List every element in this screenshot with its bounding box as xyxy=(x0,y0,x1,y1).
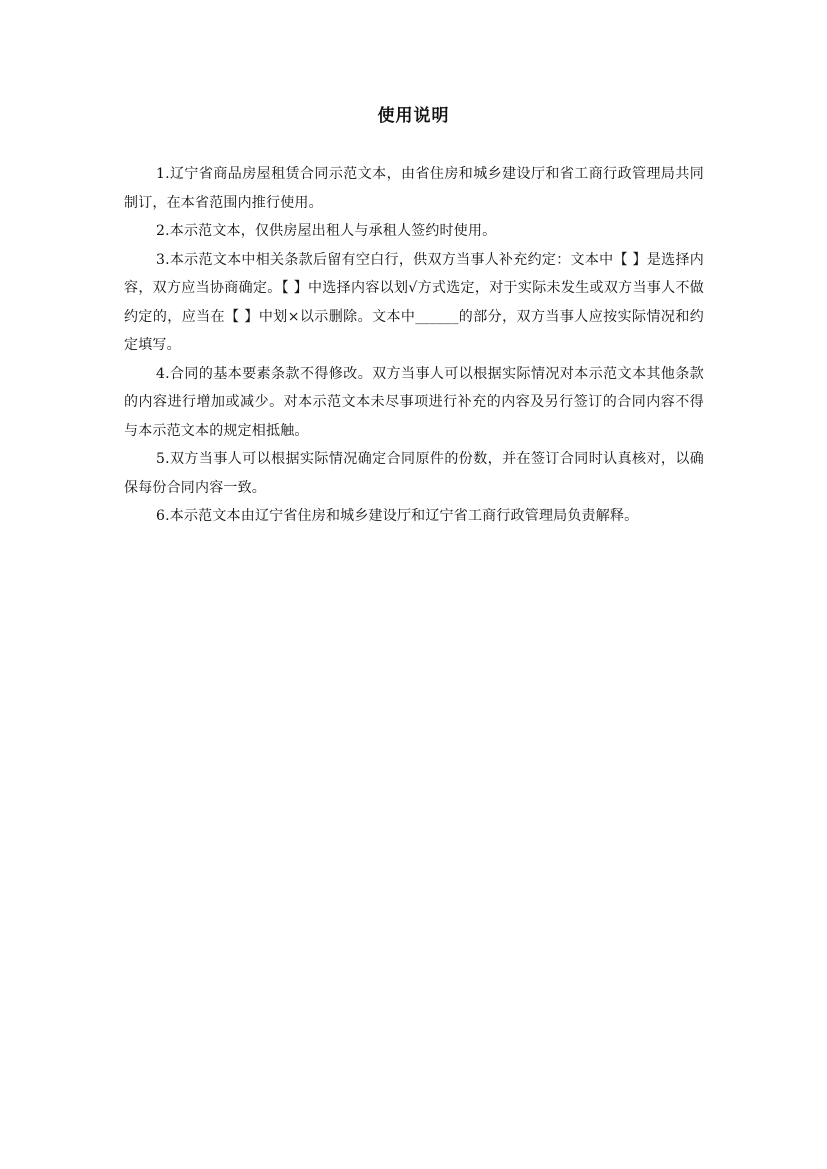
instruction-paragraph-3: 3.本示范文本中相关条款后留有空白行，供双方当事人补充约定：文本中【 】是选择内容，双方应当协商确定。【 】中选择内容以划√方式选定，对于实际未发生或双方当事人不做约定的，应当在【 】中划×以示删除。文本中______的部分，双方当事人应按实际情况和约定填写。 xyxy=(124,251,704,353)
instruction-paragraph-2: 2.本示范文本，仅供房屋出租人与承租人签约时使用。 xyxy=(156,223,497,239)
page-title: 使用说明 xyxy=(377,106,450,126)
instruction-paragraph-6: 6.本示范文本由辽宁省住房和城乡建设厅和辽宁省工商行政管理局负责解释。 xyxy=(156,508,639,524)
instruction-paragraph-4: 4.合同的基本要素条款不得修改。双方当事人可以根据实际情况对本示范文本其他条款的内容进行增加或减少。对本示范文本未尽事项进行补充的内容及另行签订的合同内容不得与本示范文本的规定相抵触。 xyxy=(124,365,704,439)
instructions-body xyxy=(124,160,704,531)
instruction-paragraph-5: 5.双方当事人可以根据实际情况确定合同原件的份数，并在签订合同时认真核对，以确保每份合同内容一致。 xyxy=(124,451,704,496)
instruction-paragraph-1: 1.辽宁省商品房屋租赁合同示范文本，由省住房和城乡建设厅和省工商行政管理局共同制订，在本省范围内推行使用。 xyxy=(124,166,704,211)
